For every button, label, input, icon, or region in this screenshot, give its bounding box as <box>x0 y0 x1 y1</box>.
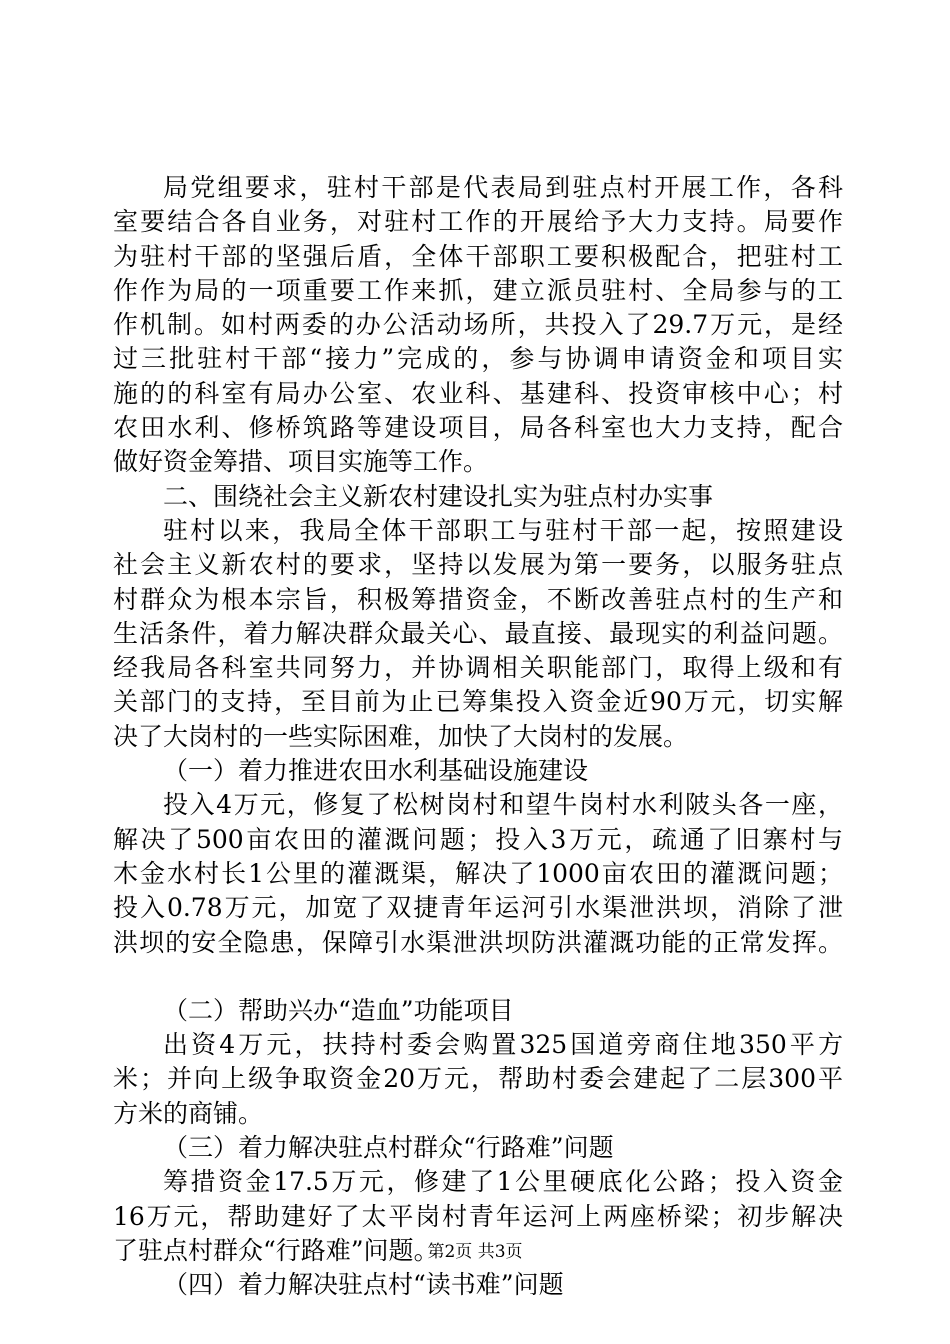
subsection-heading: （三）着力解决驻点村群众“行路难”问题 <box>163 1133 614 1163</box>
subsection-heading: （二）帮助兴办“造血”功能项目 <box>163 995 514 1025</box>
body-text-line: 室要结合各自业务，对驻村工作的开展给予大力支持。局要作 <box>113 207 843 237</box>
body-text-line: 木金水村长1公里的灌溉渠，解决了1000亩农田的灌溉问题； <box>113 858 843 888</box>
body-text-line: 关部门的支持，至目前为止已筹集投入资金近90万元，切实解 <box>113 687 843 717</box>
body-text-line: 生活条件，着力解决群众最关心、最直接、最现实的利益问题。 <box>113 618 843 648</box>
section-heading: 二、围绕社会主义新农村建设扎实为驻点村办实事 <box>163 481 714 511</box>
body-text-line: 驻村以来，我局全体干部职工与驻村干部一起，按照建设 <box>163 515 843 545</box>
body-text-line: 16万元，帮助建好了太平岗村青年运河上两座桥梁；初步解决 <box>113 1201 843 1231</box>
page-footer: 第2页 共3页 <box>427 1242 523 1262</box>
body-text-line: 作作为局的一项重要工作来抓，建立派员驻村、全局参与的工 <box>113 275 843 305</box>
body-text-line: 投入0.78万元，加宽了双捷青年运河引水渠泄洪坝，消除了泄 <box>113 893 843 923</box>
body-text-line: 解决了500亩农田的灌溉问题；投入3万元，疏通了旧寨村与 <box>113 824 843 854</box>
body-text-line: 经我局各科室共同努力，并协调相关职能部门，取得上级和有 <box>113 653 843 683</box>
body-text-line: 筹措资金17.5万元，修建了1公里硬底化公路；投入资金 <box>163 1167 843 1197</box>
document-body <box>113 171 843 1303</box>
body-text-line: 洪坝的安全隐患，保障引水渠泄洪坝防洪灌溉功能的正常发挥。 <box>113 927 843 957</box>
paragraph-gap <box>113 960 843 994</box>
body-text-line: 了驻点村群众“行路难”问题。 <box>113 1235 439 1265</box>
body-text-line: 作机制。如村两委的办公活动场所，共投入了29.7万元，是经 <box>113 310 843 340</box>
body-text-line: 方米的商铺。 <box>113 1098 264 1128</box>
body-text-line: 出资4万元，扶持村委会购置325国道旁商住地350平方 <box>163 1030 843 1060</box>
body-text-line: 村群众为根本宗旨，积极筹措资金，不断改善驻点村的生产和 <box>113 584 843 614</box>
body-text-line: 施的的科室有局办公室、农业科、基建科、投资审核中心；村 <box>113 378 843 408</box>
body-text-line: 农田水利、修桥筑路等建设项目，局各科室也大力支持，配合 <box>113 413 843 443</box>
subsection-heading: （四）着力解决驻点村“读书难”问题 <box>163 1270 564 1300</box>
body-text-line: 投入4万元，修复了松树岗村和望牛岗村水利陂头各一座， <box>163 790 843 820</box>
body-text-line: 为驻村干部的坚强后盾，全体干部职工要积极配合，把驻村工 <box>113 241 843 271</box>
body-text-line: 局党组要求，驻村干部是代表局到驻点村开展工作，各科 <box>163 173 843 202</box>
body-text-line: 过三批驻村干部“接力”完成的，参与协调申请资金和项目实 <box>113 344 843 374</box>
body-text-line: 做好资金筹措、项目实施等工作。 <box>113 447 489 477</box>
body-text-line: 米；并向上级争取资金20万元，帮助村委会建起了二层300平 <box>113 1064 843 1094</box>
subsection-heading: （一）着力推进农田水利基础设施建设 <box>163 756 589 786</box>
body-text-line: 社会主义新农村的要求，坚持以发展为第一要务，以服务驻点 <box>113 550 843 580</box>
body-text-line: 决了大岗村的一些实际困难，加快了大岗村的发展。 <box>113 721 689 751</box>
